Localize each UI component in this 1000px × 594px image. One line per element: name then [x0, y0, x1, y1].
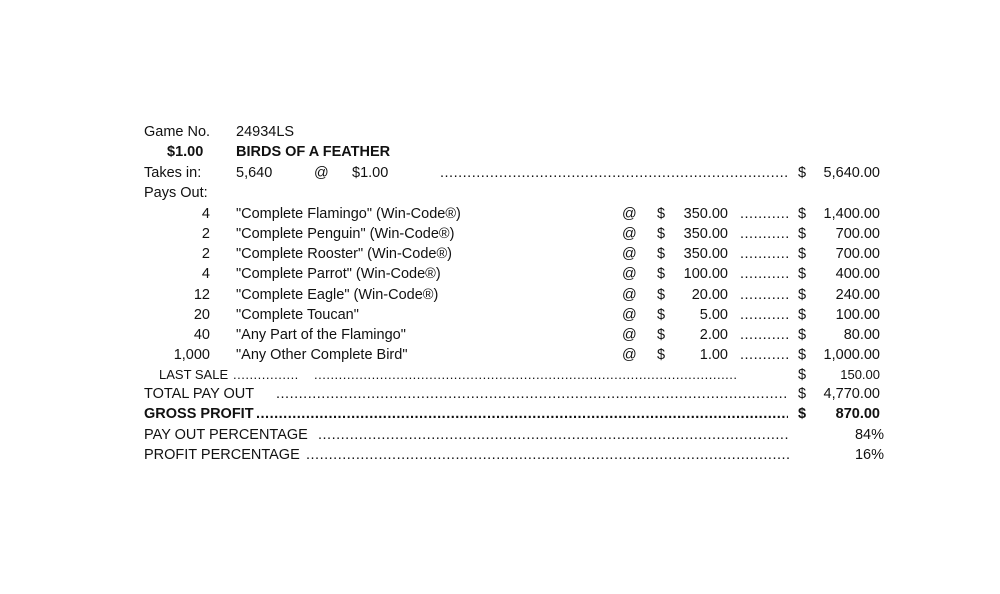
takes-in-price: $1.00	[352, 165, 389, 181]
prize-unit-value: 20.00	[691, 287, 728, 303]
prize-unit-value: 350.00	[683, 246, 728, 262]
prize-qty: 12	[193, 287, 210, 303]
gross-profit-leader-dots	[256, 405, 788, 423]
gross-profit-amount: 870.00	[835, 406, 880, 422]
prize-desc: "Any Part of the Flamingo"	[236, 327, 406, 343]
prize-at: @	[622, 307, 637, 323]
prize-total-value: 1,400.00	[823, 206, 880, 222]
prize-desc: "Any Other Complete Bird"	[236, 347, 408, 363]
profit-percentage-leader-dots	[306, 446, 790, 464]
prize-total-value: 700.00	[835, 226, 880, 242]
total-pay-out-label: TOTAL PAY OUT	[144, 386, 255, 402]
pay-out-percentage-label: PAY OUT PERCENTAGE	[144, 427, 308, 443]
prize-desc: "Complete Rooster" (Win-Code®)	[236, 246, 452, 262]
prize-desc: "Complete Parrot" (Win-Code®)	[236, 266, 441, 282]
prize-unit-currency: $	[657, 266, 666, 282]
prize-leader-dots	[740, 265, 790, 283]
prize-unit-value: 350.00	[683, 206, 728, 222]
last-sale-currency: $	[798, 367, 807, 383]
prize-at: @	[622, 266, 637, 282]
prize-at: @	[622, 246, 637, 262]
prize-leader-dots	[740, 225, 790, 243]
prize-at: @	[622, 327, 637, 343]
takes-in-label: Takes in:	[144, 165, 202, 181]
prize-unit-value: 350.00	[683, 226, 728, 242]
prize-desc: "Complete Eagle" (Win-Code®)	[236, 287, 439, 303]
gross-profit-label: GROSS PROFIT	[144, 406, 254, 422]
prize-unit-currency: $	[657, 287, 666, 303]
prize-unit-currency: $	[657, 307, 666, 323]
prize-total-currency: $	[798, 206, 807, 222]
takes-in-at: @	[314, 165, 329, 181]
prize-at: @	[622, 206, 637, 222]
prize-qty: 1,000	[173, 347, 210, 363]
prize-total-currency: $	[798, 327, 807, 343]
prize-unit-currency: $	[657, 327, 666, 343]
prize-total-currency: $	[798, 287, 807, 303]
prize-total-currency: $	[798, 246, 807, 262]
game-no-value: 24934LS	[236, 124, 295, 140]
total-pay-out-currency: $	[798, 386, 807, 402]
prize-leader-dots	[740, 245, 790, 263]
prize-leader-dots	[740, 286, 790, 304]
game-name: BIRDS OF A FEATHER	[236, 144, 391, 160]
prize-at: @	[622, 347, 637, 363]
prize-unit-value: 5.00	[699, 307, 728, 323]
gross-profit-currency: $	[798, 406, 807, 422]
prize-unit-value: 100.00	[683, 266, 728, 282]
takes-in-amount: 5,640.00	[823, 165, 880, 181]
prize-total-value: 100.00	[835, 307, 880, 323]
prize-total-currency: $	[798, 266, 807, 282]
total-pay-out-leader-dots	[276, 385, 788, 403]
prize-qty: 20	[193, 307, 210, 323]
game-price: $1.00	[167, 144, 204, 160]
last-sale-amount: 150.00	[840, 367, 880, 382]
takes-in-leader-dots	[440, 164, 788, 182]
prize-total-currency: $	[798, 347, 807, 363]
prize-qty: 4	[201, 206, 210, 222]
prize-total-value: 1,000.00	[823, 347, 880, 363]
last-sale-label: LAST SALE	[159, 367, 229, 382]
prize-at: @	[622, 226, 637, 242]
takes-in-currency: $	[798, 165, 807, 181]
prize-leader-dots	[740, 205, 790, 223]
prize-unit-currency: $	[657, 206, 666, 222]
prize-total-currency: $	[798, 226, 807, 242]
prize-leader-dots	[740, 306, 790, 324]
prize-unit-currency: $	[657, 246, 666, 262]
last-sale-leader-dots-short	[233, 366, 299, 384]
prize-total-value: 80.00	[843, 327, 880, 343]
prize-total-value: 400.00	[835, 266, 880, 282]
pays-out-label: Pays Out:	[144, 185, 208, 201]
prize-total-value: 700.00	[835, 246, 880, 262]
prize-at: @	[622, 287, 637, 303]
prize-unit-currency: $	[657, 226, 666, 242]
last-sale-leader-dots-long	[314, 366, 736, 384]
prize-desc: "Complete Toucan"	[236, 307, 359, 323]
prize-total-currency: $	[798, 307, 807, 323]
prize-total-value: 240.00	[835, 287, 880, 303]
takes-in-count: 5,640	[236, 165, 273, 181]
prize-qty: 4	[201, 266, 210, 282]
prize-unit-value: 1.00	[699, 347, 728, 363]
prize-qty: 2	[201, 246, 210, 262]
pay-out-percentage-leader-dots	[318, 426, 790, 444]
profit-percentage-label: PROFIT PERCENTAGE	[144, 447, 300, 463]
total-pay-out-amount: 4,770.00	[823, 386, 880, 402]
pay-out-percentage-value: 84%	[854, 427, 884, 443]
prize-qty: 2	[201, 226, 210, 242]
prize-qty: 40	[193, 327, 210, 343]
prize-leader-dots	[740, 346, 790, 364]
prize-desc: "Complete Penguin" (Win-Code®)	[236, 226, 455, 242]
prize-desc: "Complete Flamingo" (Win-Code®)	[236, 206, 461, 222]
prize-unit-value: 2.00	[699, 327, 728, 343]
prize-unit-currency: $	[657, 347, 666, 363]
game-no-label: Game No.	[144, 124, 211, 140]
prize-leader-dots	[740, 326, 790, 344]
profit-percentage-value: 16%	[854, 447, 884, 463]
